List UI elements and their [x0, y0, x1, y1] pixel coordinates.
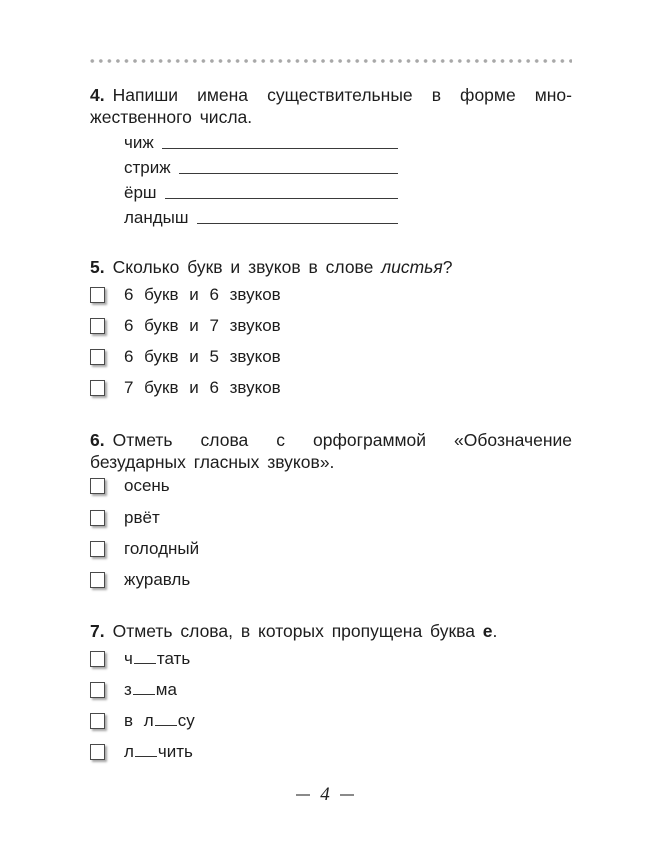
dotted-separator — [88, 58, 572, 64]
missing-letter-blank — [135, 743, 157, 757]
option-label: 6 букв и 6 звуков — [124, 285, 281, 304]
fill-in-list — [124, 128, 398, 228]
option-row — [90, 538, 199, 560]
option-row — [90, 346, 281, 368]
checkbox[interactable] — [90, 510, 105, 526]
option-label: з ма — [124, 680, 177, 699]
option-label: 7 букв и 6 звуков — [124, 378, 281, 397]
option-row — [90, 679, 177, 701]
option-label: ч тать — [124, 649, 191, 668]
task-4 — [90, 84, 572, 128]
option-row — [90, 648, 190, 670]
option-label: в л су — [124, 711, 195, 730]
option-label: л чить — [124, 742, 193, 761]
task-5-italic-word: листья — [381, 257, 443, 277]
task-7-text: Отметь слова, в которых пропущена буква — [112, 621, 483, 641]
missing-letter-blank — [133, 681, 155, 695]
task-7-heading — [90, 620, 572, 642]
fill-row — [124, 178, 398, 203]
task-7-bold-letter: е — [482, 621, 493, 641]
task-6-heading-line2: безударных гласных звуков». — [90, 452, 335, 472]
answer-line[interactable] — [165, 198, 398, 199]
answer-line[interactable] — [179, 173, 398, 174]
option-label: 6 букв и 5 звуков — [124, 347, 281, 366]
checkbox[interactable] — [90, 380, 105, 396]
fill-row — [124, 203, 398, 228]
checkbox[interactable] — [90, 651, 105, 667]
checkbox[interactable] — [90, 478, 105, 494]
option-row — [90, 741, 193, 763]
option-label: 6 букв и 7 звуков — [124, 316, 281, 335]
task-5-heading — [90, 256, 572, 278]
task-5-punct: ? — [442, 257, 453, 277]
task-4-heading-line2: жественного числа. — [90, 107, 253, 127]
task-5-text: Сколько букв и звуков в слове — [112, 257, 382, 277]
option-label: журавль — [124, 570, 191, 589]
checkbox[interactable] — [90, 572, 105, 588]
task-number: 6. — [90, 430, 105, 450]
dash-left — [296, 794, 310, 796]
checkbox[interactable] — [90, 318, 105, 334]
option-row — [90, 475, 170, 497]
missing-letter-blank — [155, 712, 177, 726]
option-label: осень — [124, 476, 170, 495]
checkbox[interactable] — [90, 541, 105, 557]
page-number: 4 — [320, 784, 330, 805]
task-number: 5. — [90, 257, 105, 277]
checkbox[interactable] — [90, 349, 105, 365]
task-6-heading — [90, 429, 572, 451]
task-5 — [90, 256, 572, 278]
checkbox[interactable] — [90, 682, 105, 698]
option-label: рвёт — [124, 508, 160, 527]
answer-line[interactable] — [162, 148, 398, 149]
fill-word: стриж — [124, 158, 171, 177]
option-label: голодный — [124, 539, 200, 558]
checkbox[interactable] — [90, 287, 105, 303]
checkbox[interactable] — [90, 744, 105, 760]
fill-word: ландыш — [124, 208, 189, 227]
task-7 — [90, 620, 572, 642]
option-row — [90, 710, 195, 732]
task-number: 4. — [90, 85, 105, 105]
task-4-line1: Напиши имена существительные в форме мно- — [112, 85, 572, 105]
task-6-line1: Отметь слова с орфограммой «Обозначение — [112, 430, 572, 450]
task-7-punct: . — [492, 621, 498, 641]
fill-row — [124, 153, 398, 178]
option-row — [90, 569, 190, 591]
task-4-heading — [90, 84, 572, 106]
option-row — [90, 284, 281, 306]
task-number: 7. — [90, 621, 105, 641]
page-footer — [0, 784, 650, 806]
fill-row — [124, 128, 398, 153]
dash-right — [340, 794, 354, 796]
task-6 — [90, 429, 572, 473]
fill-word: ёрш — [124, 183, 157, 202]
checkbox[interactable] — [90, 713, 105, 729]
fill-word: чиж — [124, 133, 154, 152]
missing-letter-blank — [134, 650, 156, 664]
option-row — [90, 315, 281, 337]
option-row — [90, 507, 160, 529]
option-row — [90, 377, 281, 399]
answer-line[interactable] — [197, 223, 398, 224]
